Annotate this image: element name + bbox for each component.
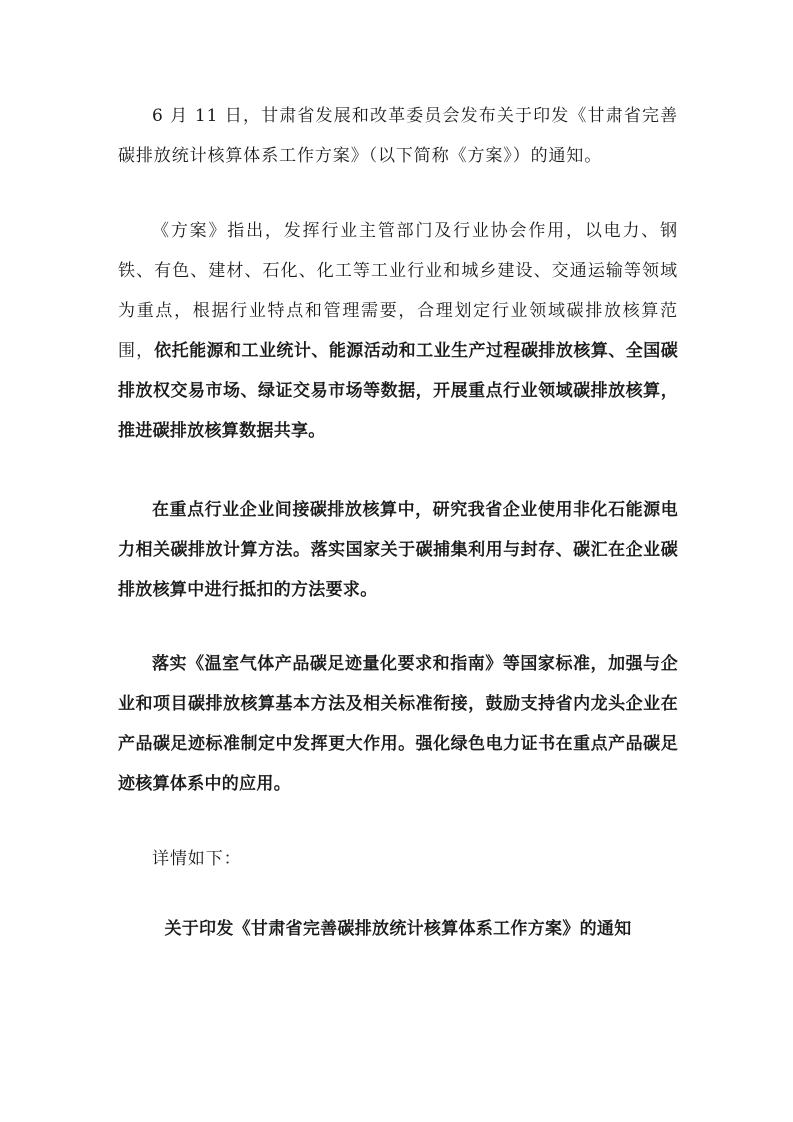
paragraph-intro bbox=[118, 96, 678, 176]
paragraph-intro-text: 6 月 11 日，甘肃省发展和改革委员会发布关于印发《甘肃省完善碳排放统计核算体系工作方案》（以下简称《方案》）的通知。 bbox=[118, 106, 678, 166]
paragraph-product-footprint bbox=[118, 644, 678, 804]
paragraph-indirect-emissions-text: 在重点行业企业间接碳排放核算中，研究我省企业使用非化石能源电力相关碳排放计算方法。落实国家关于碳捕集利用与封存、碳汇在企业碳排放核算中进行抵扣的方法要求。 bbox=[118, 500, 678, 600]
paragraph-plan-summary-bold: 依托能源和工业统计、能源活动和工业生产过程碳排放核算、全国碳排放权交易市场、绿证交易市场等数据，开展重点行业领域碳排放核算，推进碳排放核算数据共享。 bbox=[118, 341, 678, 441]
notice-title: 关于印发《甘肃省完善碳排放统计核算体系工作方案》的通知 bbox=[164, 919, 632, 939]
paragraph-indirect-emissions bbox=[118, 490, 678, 610]
paragraph-details-lead-text: 详情如下： bbox=[152, 849, 242, 869]
paragraph-plan-summary-regular: 《方案》指出，发挥行业主管部门及行业协会作用，以电力、钢铁、有色、建材、石化、化工等工业行业和城乡建设、交通运输等领域为重点，根据行业特点和管理需要，合理划定行业领域碳排放核算范围， bbox=[118, 221, 678, 361]
paragraph-plan-summary bbox=[118, 211, 678, 451]
paragraph-details-lead bbox=[118, 839, 678, 879]
paragraph-product-footprint-text: 落实《温室气体产品碳足迹量化要求和指南》等国家标准，加强与企业和项目碳排放核算基本方法及相关标准衔接，鼓励支持省内龙头企业在产品碳足迹标准制定中发挥更大作用。强化绿色电力证书在重点产品碳足迹核算体系中的应用。 bbox=[118, 654, 678, 794]
